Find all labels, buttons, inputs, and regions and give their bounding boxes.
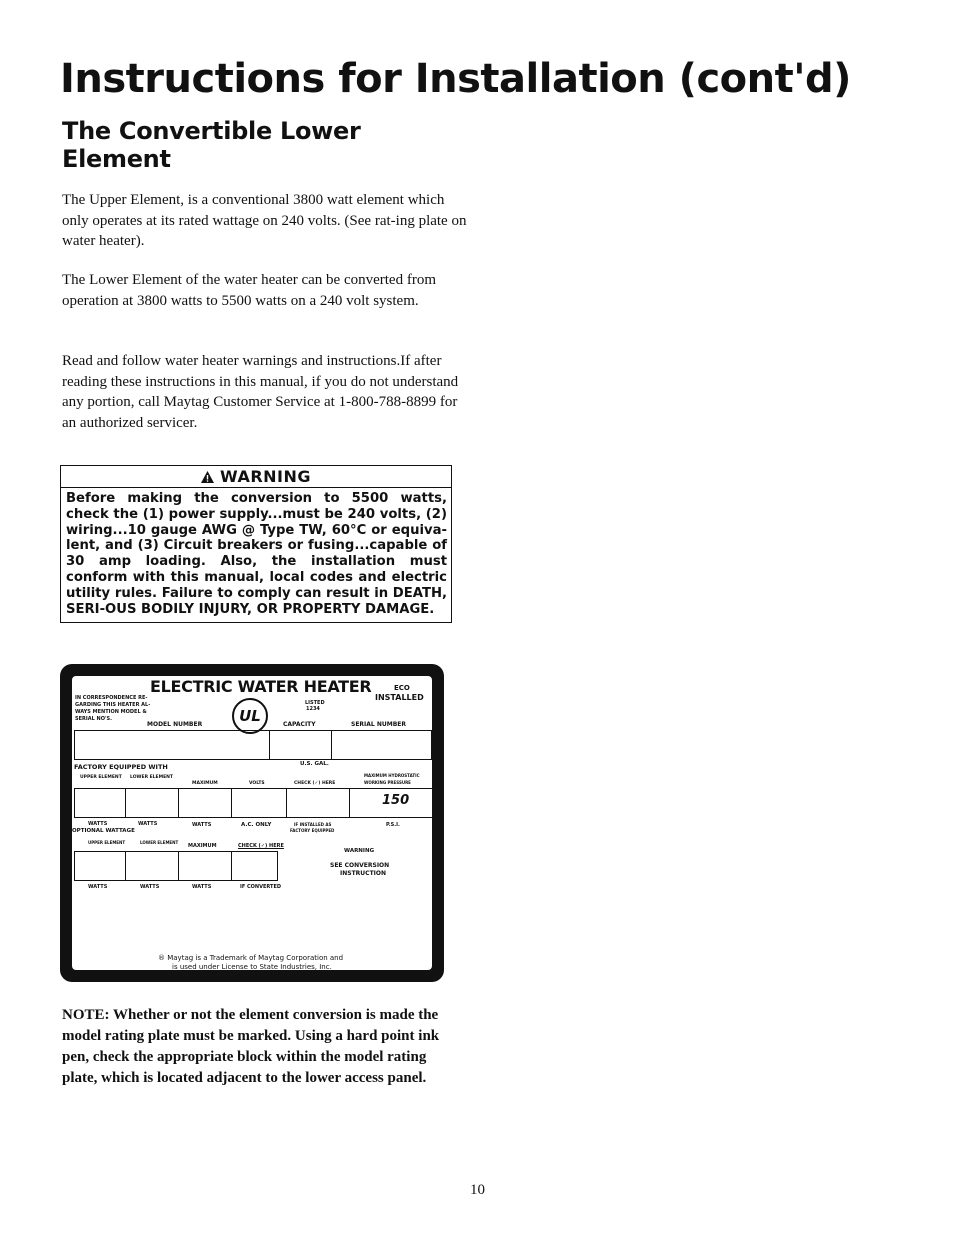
plate-optional-divider-3 [231, 851, 232, 881]
plate-optional-row [74, 851, 278, 881]
plate-pressure-value: 150 [382, 793, 410, 808]
plate-optional-divider-1 [125, 851, 126, 881]
plate-upper-element: UPPER ELEMENT [80, 775, 122, 780]
plate-factory-equipped: FACTORY EQUIPPED WITH [74, 763, 168, 771]
section-title: The Convertible Lower Element [62, 117, 361, 173]
plate-factory-divider-3 [231, 788, 232, 818]
warning-heading-label: WARNING [220, 467, 312, 486]
plate-volts: VOLTS [249, 781, 265, 786]
plate-title: ELECTRIC WATER HEATER [150, 677, 372, 696]
page-number: 10 [470, 1182, 485, 1198]
plate-model-divider-1 [269, 730, 270, 760]
plate-correspondence-line-2: GARDING THIS HEATER AL- [75, 702, 151, 708]
plate-capacity-label: CAPACITY [283, 721, 316, 728]
warning-divider [61, 487, 451, 488]
plate-eco: ECO [394, 684, 410, 692]
plate-correspondence-line-4: SERIAL NO'S. [75, 716, 112, 722]
plate-factory-divider-1 [125, 788, 126, 818]
ul-logo [232, 698, 268, 734]
paragraph-lower-element: The Lower Element of the water heater can be converted from operation at 3800 watts to 5500 watts on a 240 volt system. [62, 272, 436, 309]
plate-maximum-2: MAXIMUM [188, 843, 217, 849]
warning-text: Before making the conversion to 5500 watts, check the (1) power supply...must be 240 volts, (2) wiring...10 gauge AWG @ Type TW, 60°C or equiva-lent, and (3) Circuit breakers or fusing...capable of 30 amp loading. Also, the installation must conform with this manual, local codes and electric utility rules. Failure to comply can result in DEATH, SERI-OUS BODILY INJURY, OR PROPERTY DAMAGE. [66, 491, 447, 617]
plate-check-here: CHECK (✓) HERE [294, 781, 336, 786]
note-text: NOTE: Whether or not the element conversion is made the model rating plate must be marked. Using a hard point ink pen, check the appropriate block within the model rating plate, which is located adjacent to the lower access panel. [62, 1007, 440, 1086]
paragraph-upper-element: The Upper Element, is a conventional 3800 watt element which only operates at its rated wattage on 240 volts. (See rat-ing plate on water heater). [62, 192, 467, 250]
plate-warning: WARNING [344, 848, 375, 854]
page-title: Instructions for Installation (cont'd) [60, 56, 851, 102]
plate-ac-only: A.C. ONLY [241, 822, 272, 828]
plate-watts-6: WATTS [192, 884, 212, 890]
plate-instruction: INSTRUCTION [340, 870, 387, 877]
plate-model-divider-2 [331, 730, 332, 760]
rating-plate-inner [72, 676, 432, 970]
plate-factory-equipped-2: FACTORY EQUIPPED [290, 828, 335, 833]
plate-optional-wattage: OPTIONAL WATTAGE [72, 828, 135, 834]
plate-us-gal: U.S. GAL. [300, 761, 329, 767]
plate-installed: INSTALLED [375, 693, 424, 702]
plate-psi: P.S.I. [386, 822, 400, 828]
plate-max-hydrostatic: MAXIMUM HYDROSTATIC [364, 773, 420, 778]
plate-check-here-2: CHECK (✓) HERE [238, 843, 284, 849]
plate-factory-row [74, 788, 434, 818]
plate-working-pressure: WORKING PRESSURE [364, 780, 411, 785]
plate-listed: LISTED [305, 700, 325, 706]
plate-optional-divider-2 [178, 851, 179, 881]
plate-serial-number-label: SERIAL NUMBER [351, 721, 406, 728]
plate-lower-element: LOWER ELEMENT [130, 775, 174, 780]
plate-factory-divider-4 [286, 788, 287, 818]
ul-logo-text: UL [239, 707, 261, 725]
plate-watts-5: WATTS [140, 884, 160, 890]
plate-maximum: MAXIMUM [192, 781, 218, 786]
plate-model-number-label: MODEL NUMBER [147, 721, 203, 728]
plate-if-converted: IF CONVERTED [240, 884, 282, 890]
warning-heading [61, 467, 451, 486]
plate-factory-divider-2 [178, 788, 179, 818]
warning-box [60, 465, 452, 623]
plate-watts-1: WATTS [88, 821, 108, 827]
plate-watts-3: WATTS [192, 822, 212, 828]
plate-upper-element-2: UPPER ELEMENT [88, 840, 126, 845]
plate-correspondence-line-1: IN CORRESPONDENCE RE- [75, 695, 148, 701]
plate-lower-element-2: LOWER ELEMENT [140, 840, 179, 845]
plate-trademark-line-1: ® Maytag is a Trademark of Maytag Corporation and [158, 954, 344, 962]
plate-if-installed: IF INSTALLED AS [294, 822, 332, 827]
plate-watts-4: WATTS [88, 884, 108, 890]
plate-model-row [74, 730, 432, 760]
plate-see-conversion: SEE CONVERSION [330, 862, 390, 869]
plate-factory-divider-5 [349, 788, 350, 818]
plate-listed-number: 1234 [306, 706, 320, 712]
paragraph-read-instructions: Read and follow water heater warnings and instructions.If after reading these instructions in this manual, if you do not understand any portion, call Maytag Customer Service at 1-800-788-8899 for an authorized servicer. [62, 353, 459, 432]
plate-watts-2: WATTS [138, 821, 158, 827]
plate-trademark-line-2: is used under License to State Industries, Inc. [172, 963, 332, 971]
rating-plate [60, 664, 444, 982]
warning-triangle-icon [201, 471, 214, 483]
plate-correspondence-line-3: WAYS MENTION MODEL & [75, 709, 147, 715]
